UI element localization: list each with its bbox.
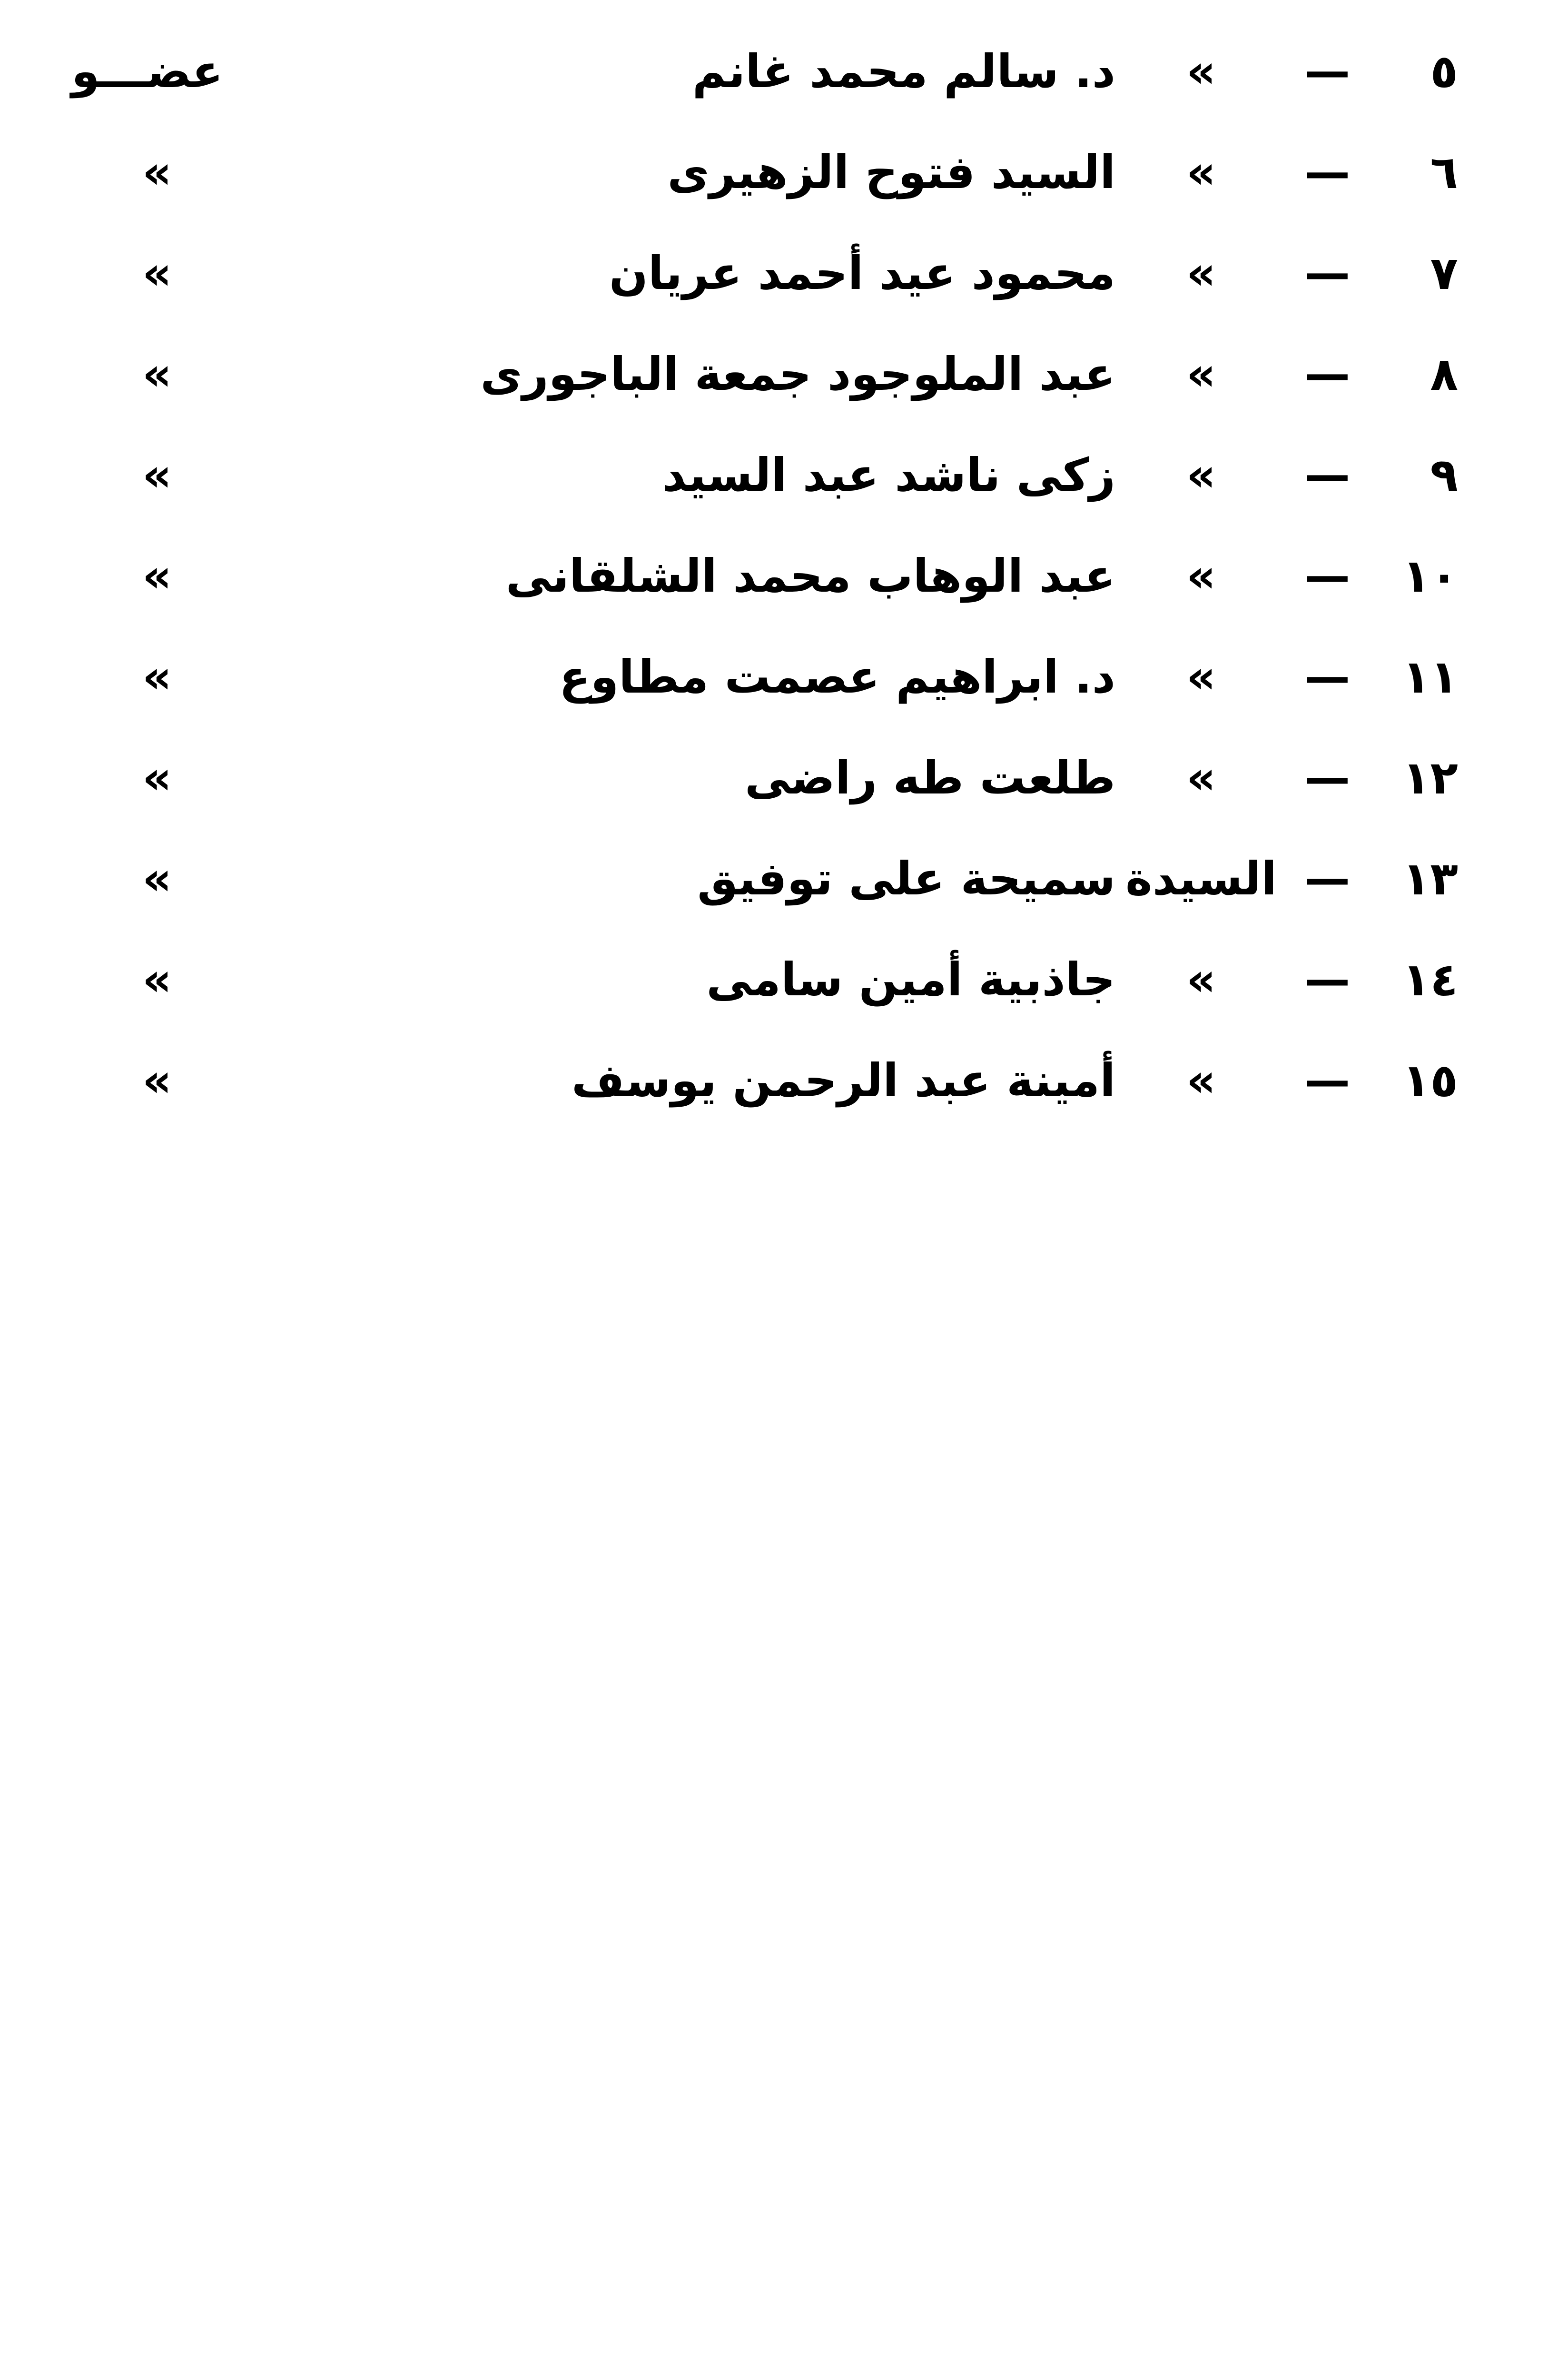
- item-name: طلعت طه راضى: [745, 751, 1115, 804]
- item-name: أمينة عبد الرحمن يوسف: [572, 1054, 1115, 1107]
- item-name: د. سالم محمد غانم: [692, 45, 1115, 98]
- item-dash: —: [1304, 852, 1350, 905]
- list-item: [0, 343, 1558, 444]
- item-title: »: [1186, 549, 1216, 603]
- item-dash: —: [1304, 751, 1350, 804]
- item-role: »: [142, 751, 172, 804]
- item-number: ٨: [1430, 347, 1458, 401]
- item-name: عبد الوهاب محمد الشلقانى: [505, 549, 1115, 603]
- item-title: »: [1186, 146, 1216, 199]
- item-dash: —: [1304, 146, 1350, 199]
- item-name: سميحة على توفيق: [697, 852, 1115, 905]
- item-role: »: [142, 347, 172, 401]
- item-title: »: [1186, 1054, 1216, 1107]
- item-dash: —: [1304, 953, 1350, 1006]
- list-item: [0, 1050, 1558, 1150]
- item-title: »: [1186, 953, 1216, 1006]
- item-role: »: [142, 247, 172, 300]
- item-title: »: [1186, 650, 1216, 704]
- list-item: [0, 40, 1558, 141]
- item-number: ٥: [1430, 45, 1458, 98]
- list-item: [0, 545, 1558, 646]
- item-role: »: [142, 448, 172, 502]
- item-name: د. ابراهيم عصمت مطاوع: [559, 650, 1115, 704]
- item-number: ١٣: [1402, 852, 1458, 905]
- list-item: [0, 848, 1558, 949]
- item-title: »: [1186, 448, 1216, 502]
- item-number: ١٢: [1402, 751, 1458, 804]
- list-item: [0, 646, 1558, 747]
- item-title: السيدة: [1125, 852, 1277, 905]
- list-item: [0, 747, 1558, 848]
- item-number: ١٥: [1402, 1054, 1458, 1107]
- list-item: [0, 141, 1558, 242]
- item-dash: —: [1304, 45, 1350, 98]
- item-name: جاذبية أمين سامى: [706, 953, 1115, 1006]
- item-role: عضـــو: [71, 45, 223, 98]
- item-number: ٧: [1430, 247, 1458, 300]
- item-number: ١٤: [1402, 953, 1458, 1006]
- list-item: [0, 242, 1558, 343]
- item-name: السيد فتوح الزهيرى: [667, 146, 1115, 199]
- item-dash: —: [1304, 347, 1350, 401]
- item-name: عبد الملوجود جمعة الباجورى: [480, 347, 1115, 401]
- list-item: [0, 949, 1558, 1050]
- item-title: »: [1186, 347, 1216, 401]
- item-role: »: [142, 146, 172, 199]
- list-item: [0, 444, 1558, 545]
- item-title: »: [1186, 247, 1216, 300]
- item-number: ١١: [1402, 650, 1458, 704]
- item-dash: —: [1304, 549, 1350, 603]
- item-role: »: [142, 549, 172, 603]
- item-number: ١٠: [1402, 549, 1458, 603]
- item-role: »: [142, 1054, 172, 1107]
- item-dash: —: [1304, 1054, 1350, 1107]
- item-name: زكى ناشد عبد السيد: [662, 448, 1115, 502]
- item-number: ٩: [1430, 448, 1458, 502]
- item-dash: —: [1304, 650, 1350, 704]
- member-list: [0, 40, 1558, 1150]
- item-role: »: [142, 852, 172, 905]
- item-name: محمود عيد أحمد عريان: [609, 247, 1115, 300]
- item-title: »: [1186, 751, 1216, 804]
- item-role: »: [142, 650, 172, 704]
- item-number: ٦: [1430, 146, 1458, 199]
- item-dash: —: [1304, 448, 1350, 502]
- item-role: »: [142, 953, 172, 1006]
- item-title: »: [1186, 45, 1216, 98]
- item-dash: —: [1304, 247, 1350, 300]
